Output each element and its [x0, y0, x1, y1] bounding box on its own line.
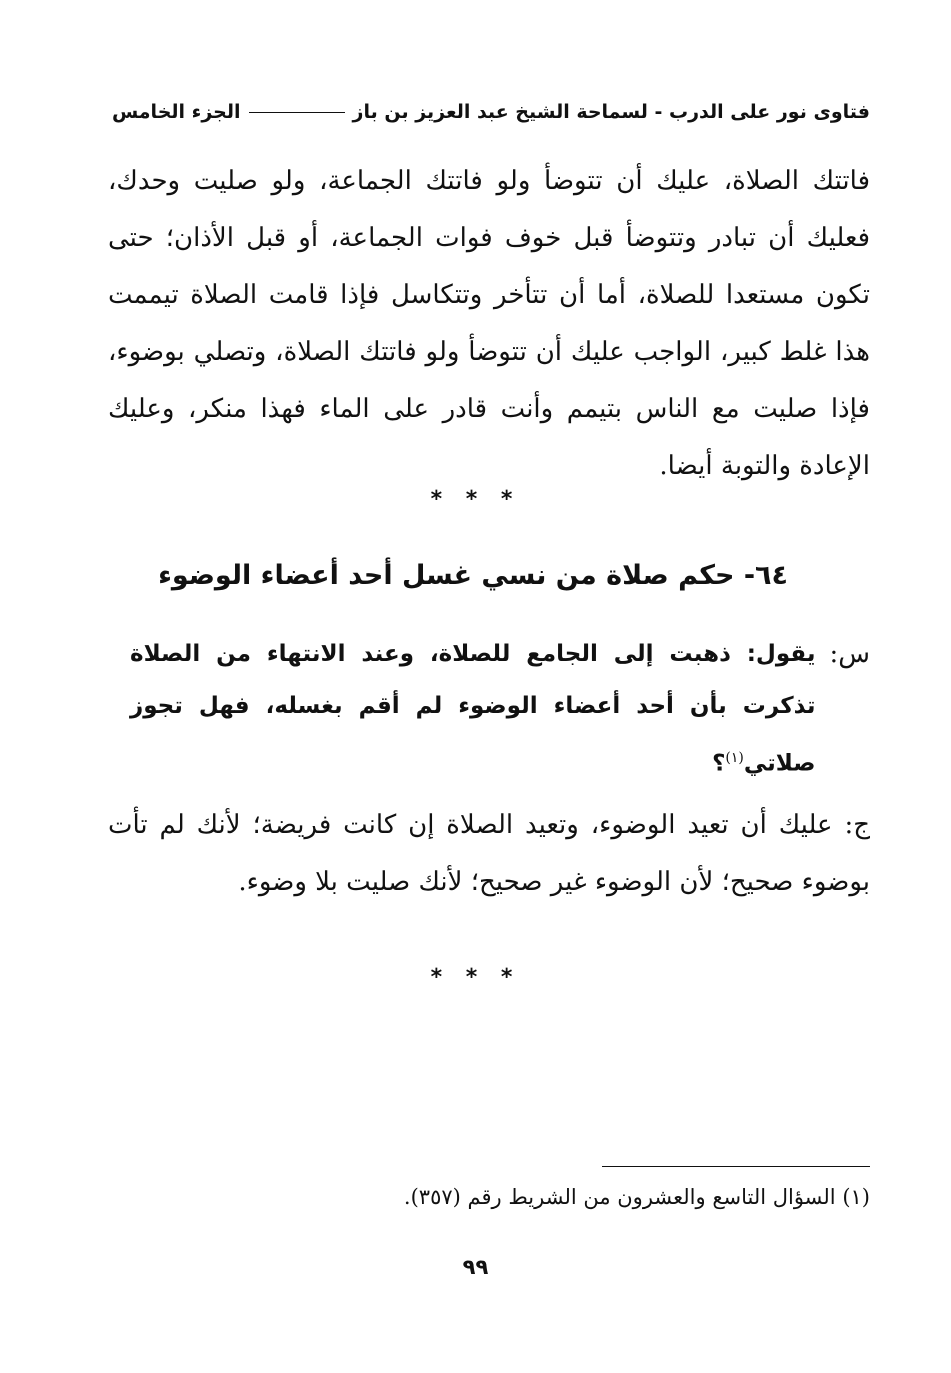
footnote-divider — [602, 1166, 870, 1167]
paragraph-continuation: فاتتك الصلاة، عليك أن تتوضأ ولو فاتتك الجماعة، ولو صليت وحدك، فعليك أن تبادر وتتوضأ قبل خوف فوات الجماعة، أو قبل الأذان؛ حتى تكون مستعدا للصلاة، أما أن تتأخر وتتكاسل فإذا قامت الصلاة تيممت هذا غلط كبير، الواجب عليك أن تتوضأ ولو فاتتك الصلاة، وتصلي بوضوء، فإذا صليت مع الناس بتيمم وأنت قادر على الماء فهذا منكر، وعليك الإعادة والتوبة أيضا. — [108, 166, 870, 481]
section-separator-end: * * * — [430, 965, 521, 990]
question-text-container — [130, 628, 816, 790]
section-title: ٦٤- حكم صلاة من نسي غسل أحد أعضاء الوضوء — [158, 560, 788, 591]
header-book-title: فتاوى نور على الدرب - لسماحة الشيخ عبد العزيز بن باز — [352, 101, 870, 123]
footnote-reference: (١) — [725, 750, 744, 766]
header-rule — [249, 112, 345, 113]
header-volume: الجزء الخامس — [111, 101, 241, 123]
question-text: يقول: ذهبت إلى الجامع للصلاة، وعند الانتهاء من الصلاة تذكرت بأن أحد أعضاء الوضوء لم أقم بغسله، فهل تجوز صلاتي — [130, 641, 816, 777]
running-header — [108, 94, 870, 130]
question-block — [130, 628, 870, 790]
question-mark: ؟ — [712, 750, 726, 777]
footnote: (١) السؤال التاسع والعشرون من الشريط رقم (٣٥٧). — [403, 1185, 870, 1209]
page-number: ٩٩ — [462, 1255, 489, 1279]
section-separator: * * * — [430, 487, 521, 512]
question-prefix: س: — [829, 639, 870, 669]
answer-text: ج: عليك أن تعيد الوضوء، وتعيد الصلاة إن كانت فريضة؛ لأنك لم تأت بوضوء صحيح؛ لأن الوضوء غير صحيح؛ لأنك صليت بلا وضوء. — [108, 810, 870, 897]
